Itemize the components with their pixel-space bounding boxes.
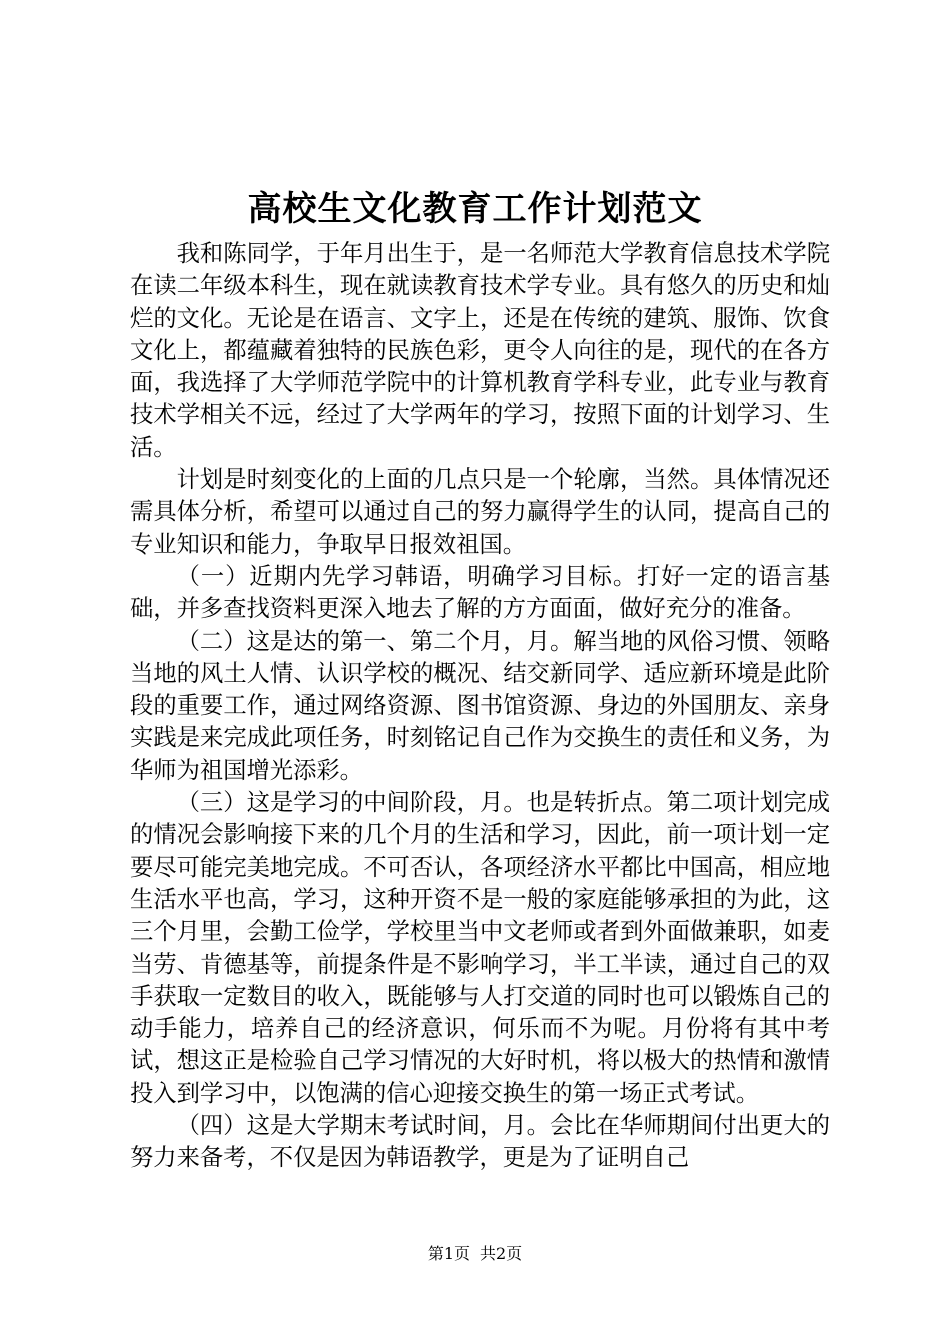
paragraph-step-1: （一）近期内先学习韩语，明确学习目标。打好一定的语言基础，并多查找资料更深入地去了解的方方面面，做好充分的准备。 [130, 562, 830, 623]
paragraph-plan-overview: 计划是时刻变化的上面的几点只是一个轮廓，当然。具体情况还需具体分析，希望可以通过自己的努力赢得学生的认同，提高自己的专业知识和能力，争取早日报效祖国。 [130, 466, 830, 558]
paragraph-step-4: （四）这是大学期末考试时间，月。会比在华师期间付出更大的努力来备考，不仅是因为韩语教学，更是为了证明自己 [130, 1112, 830, 1172]
document-title: 高校生文化教育工作计划范文 [247, 189, 703, 229]
paragraph-intro: 我和陈同学，于年月出生于，是一名师范大学教育信息技术学院在读二年级本科生，现在就读教育技术学专业。具有悠久的历史和灿烂的文化。无论是在语言、文字上，还是在传统的建筑、服饰、饮食文化上，都蕴藏着独特的民族色彩，更令人向往的是，现代的在各方面，我选择了大学师范学院中的计算机教育学科专业，此专业与教育技术学相关不远，经过了大学两年的学习，按照下面的计划学习、生活。 [130, 240, 830, 461]
page-number-total: 共2页 [480, 1244, 523, 1263]
paragraph-step-3: （三）这是学习的中间阶段，月。也是转折点。第二项计划完成的情况会影响接下来的几个月的生活和学习，因此，前一项计划一定要尽可能完美地完成。不可否认，各项经济水平都比中国高，相应地生活水平也高，学习，这种开资不是一般的家庭能够承担的为此，这三个月里，会勤工俭学，学校里当中文老师或者到外面做兼职，如麦当劳、肯德基等，前提条件是不影响学习，半工半读，通过自己的双手获取一定数目的收入，既能够与人打交道的同时也可以锻炼自己的动手能力，培养自己的经济意识，何乐而不为呢。月份将有其中考试，想这正是检验自己学习情况的大好时机，将以极大的热情和激情投入到学习中，以饱满的信心迎接交换生的第一场正式考试。 [130, 789, 830, 1107]
document-body [130, 238, 830, 1175]
page-footer [0, 1243, 950, 1265]
paragraph-step-2: （二）这是达的第一、第二个月，月。解当地的风俗习惯、领略当地的风土人情、认识学校的概况、结交新同学、适应新环境是此阶段的重要工作，通过网络资源、图书馆资源、身边的外国朋友、亲身实践是来完成此项任务，时刻铭记自己作为交换生的责任和义务，为华师为祖国增光添彩。 [130, 627, 830, 784]
page-number-current: 第1页 [427, 1244, 470, 1263]
